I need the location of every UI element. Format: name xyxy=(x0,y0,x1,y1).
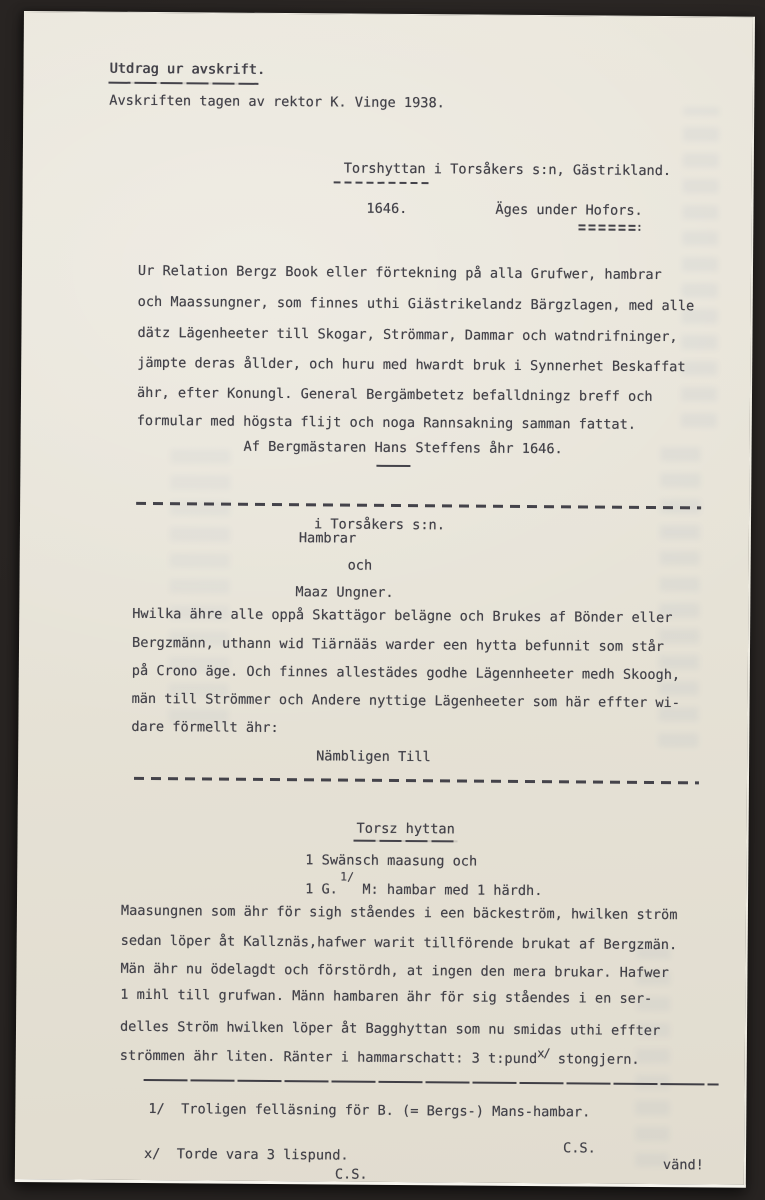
intro-paragraph-line: och Maassungner, som finnes uthi Giästrikelandz Bärgzlagen, med alle xyxy=(137,293,695,315)
intro-paragraph-line: ähr, efter Konungl. General Bergämbetetz befalldningz breff och xyxy=(136,384,653,405)
intro-paragraph-line: formular med högsta flijt och noga Rannsakning samman fattat. xyxy=(136,412,637,433)
inventory-line-1: 1 Swänsch maasung och xyxy=(305,852,478,870)
year-text: 1646. xyxy=(366,200,408,218)
doc-title: Torshyttan i Torsåkers s:n, Gästrikland. xyxy=(343,160,672,180)
byline-dash xyxy=(376,465,410,467)
bleedthrough-artifact xyxy=(681,107,720,427)
section-heading-maaz-ungner: Maaz Ungner. xyxy=(295,584,394,601)
doc-heading: Utdrag ur avskrift. xyxy=(109,60,266,78)
description-line: Maasungnen som ähr för sigh ståendes i een bäckeström, hwilken ström xyxy=(120,902,678,924)
subsection-heading-torsz-hyttan: Torsz hyttan xyxy=(356,820,455,838)
turn-page-note: vänd! xyxy=(662,1157,704,1174)
description-line: sedan löper åt Kallznäs,hafwer warit tillförende brukat af Bergzmän. xyxy=(120,932,678,954)
footnote-1: 1/ Troligen felläsning för B. (= Bergs-) Mans-hambar. xyxy=(148,1101,591,1121)
ownership-double-underline xyxy=(578,224,640,230)
inventory-line-2: 1 G. M: hambar med 1 härdh. xyxy=(305,881,543,900)
description-last-part2: stongjern. xyxy=(549,1051,640,1068)
byline: Af Bergmästaren Hans Steffens åhr 1646. xyxy=(243,438,563,458)
ownership-text: Äges under Hofors. xyxy=(495,201,643,219)
description-line: delles Ström hwilken löper åt Bagghyttan som nu smidas uthi effter xyxy=(119,1018,661,1040)
subsection-heading-underline xyxy=(353,840,457,843)
description-last-part1: strömmen ähr liten. Ränter i hammarschatt: 3 t:pund xyxy=(119,1047,538,1068)
section-paragraph-line: dare förmellt ähr: xyxy=(131,718,279,737)
initials-cs-2: C.S. xyxy=(334,1166,368,1183)
section-closing: Nämbligen Till xyxy=(316,748,431,766)
section-heading-och: och xyxy=(347,557,373,574)
doc-subheading: Avskriften tagen av rektor K. Vinge 1938. xyxy=(109,92,445,112)
footnote-marker-1-sup: 1/ xyxy=(340,869,355,884)
footnote-2: x/ Torde vara 3 lispund. xyxy=(143,1145,349,1164)
dashed-divider xyxy=(134,777,699,784)
initials-cs-1: C.S. xyxy=(563,1140,596,1157)
description-last-line xyxy=(120,1048,640,1068)
description-line: 1 mihl till grufwan. Männ hambaren ähr för sig ståendes i en ser- xyxy=(120,986,653,1007)
doc-title-underline xyxy=(334,181,429,184)
section-heading-hambrar: Hambrar xyxy=(298,530,357,547)
section-paragraph-line: Hwilka ähre alle oppå Skattägor belägne och Brukes af Bönder eller xyxy=(132,605,673,627)
section-paragraph-line: Bergzmänn, uthann wid Tiärnääs warder een hytta befunnit som står xyxy=(131,634,665,656)
section-heading-place: i Torsåkers s:n. xyxy=(313,516,445,534)
doc-heading-underline xyxy=(108,82,258,85)
intro-paragraph-line: Ur Relation Bergz Book eller förtekning på alla Grufwer, hambrar xyxy=(137,262,662,284)
section-paragraph-line: på Crono äge. Och finnes allestädes godhe Lägennheeter medh Skoogh, xyxy=(131,662,681,684)
bleedthrough-artifact xyxy=(168,443,230,723)
footnote-rule xyxy=(144,1079,719,1086)
intro-paragraph-line: jämpte deras ållder, och huru med hwardt bruk i Synnerhet Beskaffat xyxy=(137,354,686,376)
intro-paragraph-line: dätz Lägenheeter till Skogar, Strömmar, Dammar och watndrifninger, xyxy=(137,324,678,346)
section-paragraph-line: män till Strömmer och Andere nyttige Lägenheeter som här effter wi- xyxy=(131,690,680,712)
document-paper xyxy=(15,11,755,1188)
footnote-marker-x-sup: x/ xyxy=(537,1046,550,1061)
description-line: Män ähr nu ödelagdt och förstördh, at ingen den mera brukar. Hafwer xyxy=(120,960,669,982)
